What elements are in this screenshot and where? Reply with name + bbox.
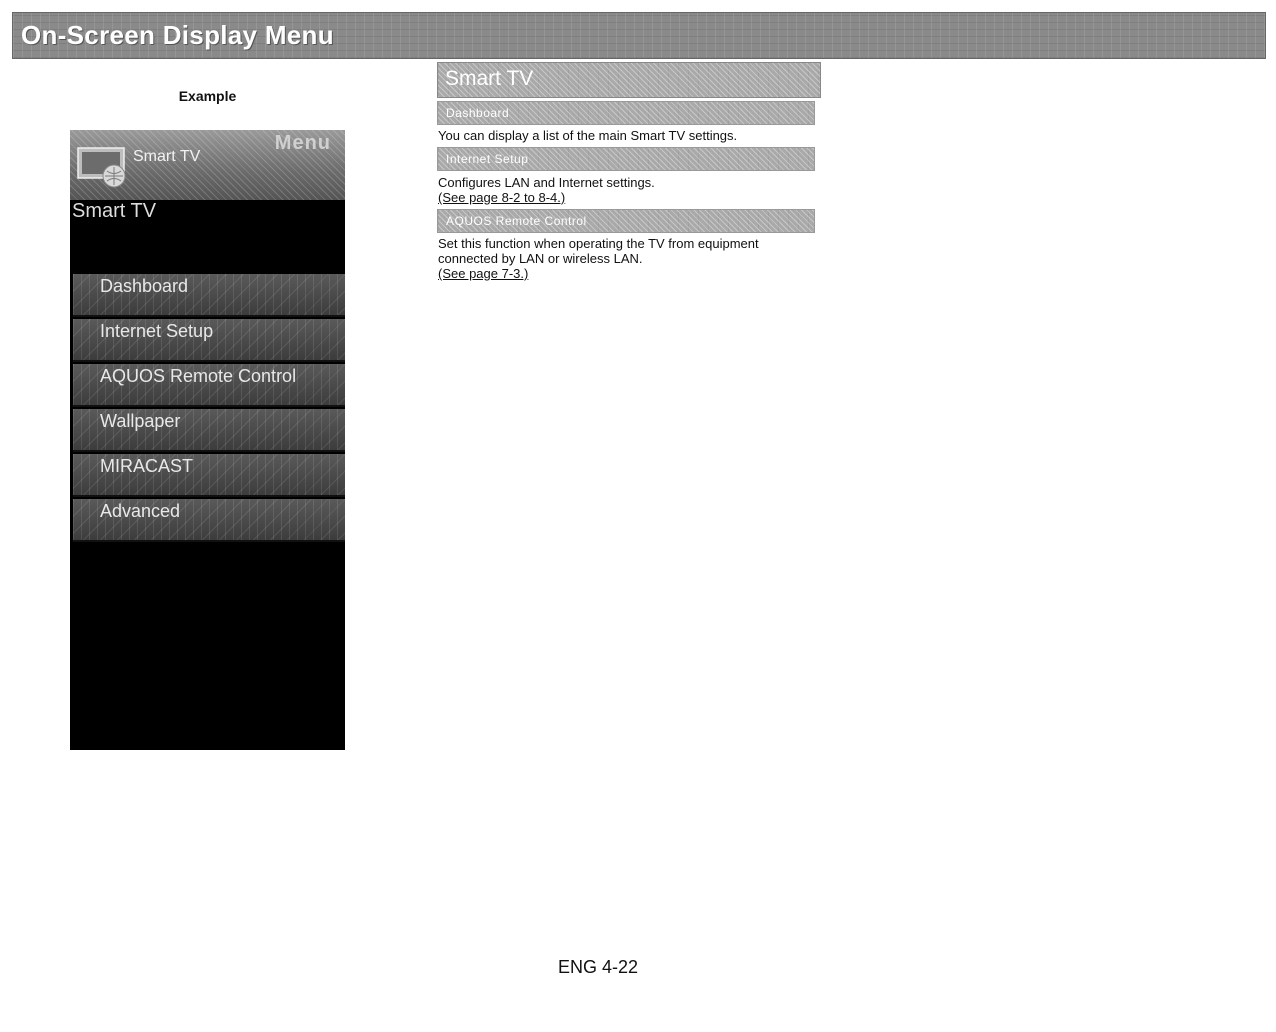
tv-menu-item-advanced[interactable] bbox=[73, 499, 345, 542]
subsection-title: Internet Setup bbox=[446, 152, 529, 166]
example-label: Example bbox=[178, 88, 237, 104]
tv-menu-item-label: Wallpaper bbox=[100, 411, 181, 431]
tv-menu-item-dashboard[interactable] bbox=[73, 274, 345, 317]
tv-menu-item-aquos-remote-control[interactable] bbox=[73, 364, 345, 407]
tv-menu-item-internet-setup[interactable] bbox=[73, 319, 345, 362]
subsection-bar-internet-setup bbox=[437, 147, 815, 171]
page-reference-link[interactable]: (See page 8-2 to 8-4.) bbox=[438, 190, 566, 205]
page-number: ENG 4-22 bbox=[557, 957, 639, 977]
tv-menu-item-label: Dashboard bbox=[100, 276, 189, 296]
tv-menu-item-wallpaper[interactable] bbox=[73, 409, 345, 452]
section-heading-text: Smart TV bbox=[445, 67, 534, 90]
subsection-title: AQUOS Remote Control bbox=[446, 214, 587, 228]
tv-menu-header bbox=[70, 130, 345, 200]
tv-menu-item-label: AQUOS Remote Control bbox=[100, 366, 297, 386]
description-text: Configures LAN and Internet settings. bbox=[438, 175, 655, 190]
page-title: On-Screen Display Menu bbox=[21, 20, 334, 50]
tv-menu-item-label: Advanced bbox=[100, 501, 181, 521]
subsection-bar-aquos-remote-control bbox=[437, 209, 815, 233]
tv-menu-header-label: Smart TV bbox=[133, 148, 201, 165]
section-heading bbox=[437, 62, 821, 98]
subsection-bar-dashboard bbox=[437, 101, 815, 125]
tv-menu-item-label: MIRACAST bbox=[100, 456, 194, 476]
subsection-description-internet-setup bbox=[438, 175, 818, 205]
tv-menu-screenshot bbox=[70, 130, 345, 750]
page-header-bar bbox=[12, 12, 1266, 59]
tv-menu-item-miracast[interactable] bbox=[73, 454, 345, 497]
description-text: You can display a list of the main Smart TV settings. bbox=[438, 128, 738, 143]
smart-tv-icon bbox=[76, 144, 130, 188]
tv-menu-item-label: Internet Setup bbox=[100, 321, 214, 341]
subsection-description-aquos-remote-control bbox=[438, 236, 798, 281]
subsection-description-dashboard bbox=[438, 128, 818, 143]
description-text: Set this function when operating the TV from equipment connected by LAN or wireless LAN. bbox=[438, 236, 759, 266]
tv-menu-section-title: Smart TV bbox=[72, 200, 157, 222]
tv-menu-word: Menu bbox=[274, 132, 331, 154]
page-reference-link[interactable]: (See page 7-3.) bbox=[438, 266, 529, 281]
subsection-title: Dashboard bbox=[446, 106, 510, 120]
